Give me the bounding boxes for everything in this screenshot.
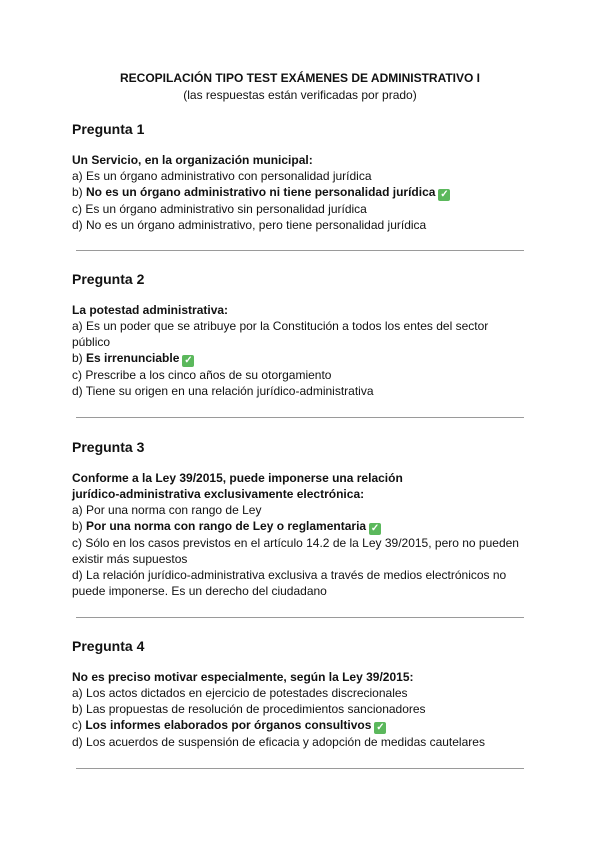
answer-option: [72, 318, 532, 334]
question-heading: Pregunta 2: [72, 271, 145, 287]
option-letter: b): [72, 351, 87, 365]
option-text: público: [72, 335, 111, 349]
option-text: No es un órgano administrativo ni tiene personalidad jurídica: [86, 185, 436, 199]
check-mark-icon: ✓: [376, 722, 385, 733]
answer-option: [72, 535, 532, 551]
answer-option-correct: [72, 717, 532, 734]
option-text: La relación jurídico-administrativa exclusiva a través de medios electrónicos no: [86, 568, 507, 582]
option-letter: b): [72, 519, 87, 533]
question-stem-line: La potestad administrativa:: [72, 303, 229, 317]
option-letter: c): [72, 202, 86, 216]
option-text: No es un órgano administrativo, pero tiene personalidad jurídica: [86, 218, 427, 232]
option-letter: c): [72, 718, 86, 732]
option-text: Tiene su origen en una relación jurídico-administrativa: [85, 384, 374, 398]
document-subtitle: (las respuestas están verificadas por prado): [183, 88, 417, 102]
option-letter: a): [72, 503, 87, 517]
option-letter: d): [72, 218, 87, 232]
option-letter: a): [72, 169, 87, 183]
option-text: Los informes elaborados por órganos consultivos: [85, 718, 372, 732]
option-text: Es un poder que se atribuye por la Constitución a todos los entes del sector: [86, 319, 489, 333]
answer-option: [72, 583, 532, 599]
question-stem: [72, 302, 532, 318]
answer-option: [72, 685, 532, 701]
question-stem: [72, 470, 532, 502]
answer-option: [72, 334, 532, 350]
question-stem-line: No es preciso motivar especialmente, según la Ley 39/2015:: [72, 670, 414, 684]
question-stem: [72, 669, 532, 685]
document-title: RECOPILACIÓN TIPO TEST EXÁMENES DE ADMINISTRATIVO I: [119, 71, 481, 85]
question-stem: [72, 152, 532, 168]
question-block: [72, 121, 532, 233]
answer-option: [72, 567, 532, 583]
section-divider: [76, 617, 524, 618]
option-letter: d): [72, 384, 86, 398]
answer-option-correct: [72, 518, 532, 535]
option-letter: c): [72, 536, 86, 550]
answer-option-correct: [72, 350, 532, 367]
option-text: Los acuerdos de suspensión de eficacia y adopción de medidas cautelares: [86, 735, 485, 749]
option-text: Es irrenunciable: [86, 351, 180, 365]
option-text: Es un órgano administrativo con personalidad jurídica: [86, 169, 372, 183]
option-letter: a): [72, 686, 87, 700]
answer-option: [72, 201, 532, 217]
answer-option: [72, 502, 532, 518]
question-stem-line: Un Servicio, en la organización municipal:: [72, 153, 313, 167]
option-letter: b): [72, 702, 87, 716]
answer-option: [72, 217, 532, 233]
question-block: [72, 439, 532, 599]
answer-option: [72, 367, 532, 383]
option-text: existir más supuestos: [72, 552, 188, 566]
option-text: Es un órgano administrativo sin personalidad jurídica: [85, 202, 367, 216]
question-heading: Pregunta 4: [72, 638, 145, 654]
answer-option-correct: [72, 184, 532, 201]
check-mark-icon: ✓: [184, 355, 193, 366]
option-text: Los actos dictados en ejercicio de potestades discrecionales: [86, 686, 408, 700]
option-letter: c): [72, 368, 86, 382]
option-text: Las propuestas de resolución de procedimientos sancionadores: [86, 702, 426, 716]
option-letter: b): [72, 185, 87, 199]
option-letter: d): [72, 568, 87, 582]
question-heading: Pregunta 3: [72, 439, 145, 455]
answer-option: [72, 701, 532, 717]
section-divider: [76, 417, 524, 418]
section-divider: [76, 250, 524, 251]
question-block: [72, 271, 532, 399]
option-text: Prescribe a los cinco años de su otorgamiento: [85, 368, 332, 382]
option-text: Sólo en los casos previstos en el artículo 14.2 de la Ley 39/2015, pero no pueden: [85, 536, 519, 550]
question-stem-line: jurídico-administrativa exclusivamente electrónica:: [72, 487, 365, 501]
answer-option: [72, 168, 532, 184]
option-text: Por una norma con rango de Ley o reglamentaria: [86, 519, 367, 533]
answer-option: [72, 551, 532, 567]
option-text: Por una norma con rango de Ley: [86, 503, 262, 517]
check-mark-icon: ✓: [440, 189, 449, 200]
option-letter: d): [72, 735, 87, 749]
answer-option: [72, 383, 532, 399]
check-mark-icon: ✓: [370, 523, 380, 534]
section-divider: [76, 768, 524, 769]
option-letter: a): [72, 319, 87, 333]
answer-option: [72, 734, 532, 750]
question-heading: Pregunta 1: [72, 121, 145, 137]
question-stem-line: Conforme a la Ley 39/2015, puede imponerse una relación: [72, 471, 403, 485]
question-block: [72, 638, 532, 750]
option-text: puede imponerse. Es un derecho del ciudadano: [72, 584, 327, 598]
